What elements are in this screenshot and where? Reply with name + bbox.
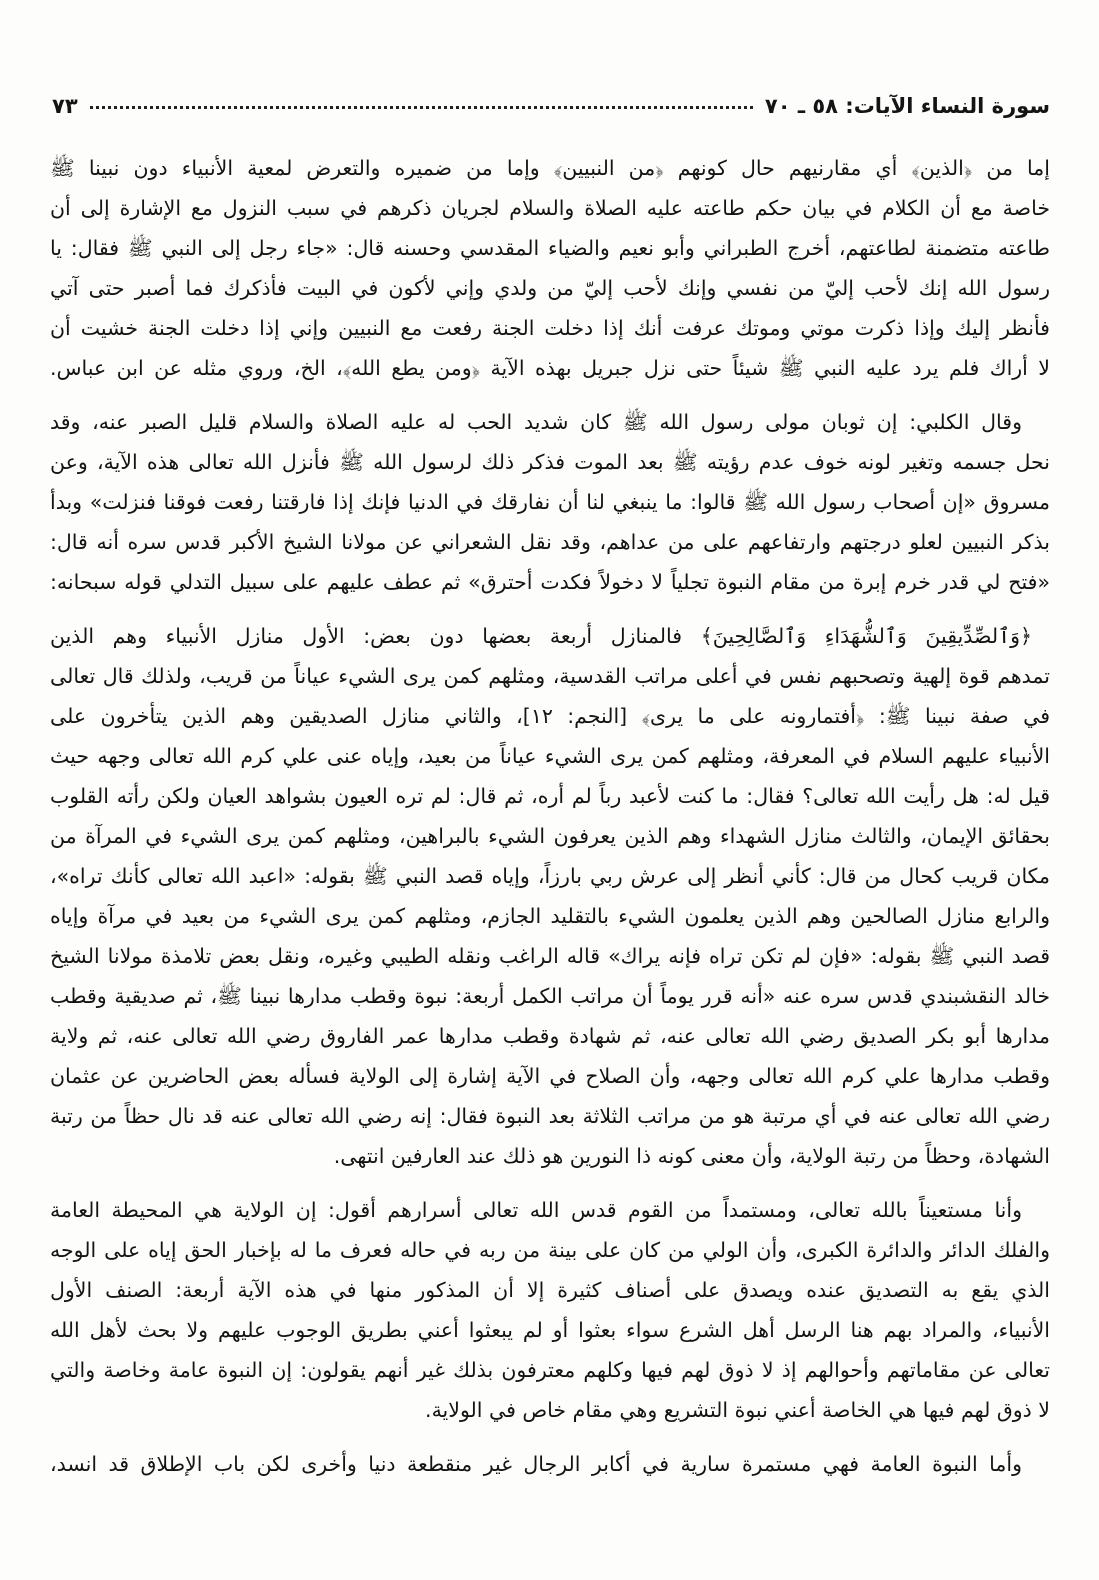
text-line: رسول الله إنك لأحب إليّ من نفسي وإنك لأحب إليّ من ولدي وإني لأكون في البيت فأذكرك فما أصبر حتى آتي [50, 276, 1050, 300]
text-line: خالد النقشبندي قدس سره عنه «أنه قرر يوماً أن مراتب الكمل أربعة: نبوة وقطب مدارها نبينا ﷺ، ثم صديقية وقطب [50, 984, 1050, 1008]
text-line: وقطب مدارها علي كرم الله تعالى وجهه، وأن الصلاح في الآية إشارة إلى الولاية فسأله بعض الحاضرين عن عثمان [50, 1064, 1050, 1088]
dot-leader [90, 106, 753, 109]
text-line: نحل جسمه وتغير لونه خوف عدم رؤيته ﷺ بعد الموت فذكر ذلك لرسول الله ﷺ فأنزل الله تعالى هذه الآية، وعن [50, 450, 1050, 474]
text-line: خاصة مع أن الكلام في بيان حكم طاعته عليه الصلاة والسلام لجريان ذكرهم في سبب النزول مع الإشارة إلى أن [50, 196, 1050, 220]
text-line: بحقائق الإيمان، والثالث منازل الشهداء وهم الذين يعرفون الشيء بالبراهين، ومثلهم كمن يرى الشيء في المرآة من [50, 824, 1050, 848]
text-line: «فتح لي قدر خرم إبرة من مقام النبوة تجلياً لا دخولاً فكدت أحترق» ثم عطف عليهم على سبيل التدلي قوله سبحانه: [50, 570, 1050, 594]
text-line: لا ذوق لهم فيها هي الخاصة أعني نبوة التشريع وهي مقام خاص في الولاية. [425, 1398, 1050, 1422]
text-line: والفلك الدائر والدائرة الكبرى، وأن الولي من كان على بينة من ربه في حاله فعرف ما له بإخبار الحق إياه على الوجه [50, 1238, 1050, 1262]
text-line: ﴿وَٱلصِّدِّيقِينَ وَٱلشُّهَدَاءِ وَٱلصَّالِحِينَ﴾ فالمنازل أربعة بعضها دون بعض: الأول منازل الأنبياء وهم الذين [50, 624, 1032, 648]
text-line: فأنظر إليك وإذا ذكرت موتي وموتك عرفت أنك إذا دخلت الجنة رفعت مع النبيين وإني إذا دخلت الجنة خشيت أن [50, 316, 1050, 340]
text-line: وقال الكلبي: إن ثوبان مولى رسول الله ﷺ كان شديد الحب له عليه الصلاة والسلام قليل الصبر عنه، وقد [50, 410, 1022, 434]
paragraph [50, 402, 1050, 602]
text-line: مسروق «إن أصحاب رسول الله ﷺ قالوا: ما ينبغي لنا أن نفارقك في الدنيا فإنك إذا فارقتنا رفعت فوقنا فنزلت» وبدأ [50, 490, 1050, 514]
text-line: قصد النبي ﷺ بقوله: «فإن لم تكن تراه فإنه يراك» قاله الراغب ونقله الطيبي وغيره، ونقل بعض تلامذة مولانا الشيخ [50, 944, 1050, 968]
paragraph [50, 1190, 1050, 1430]
text-line: الذي يقع به التصديق عنده ويصدق على أصناف كثيرة إلا أن المذكور منها في هذه الآية أربعة: الصنف الأول [50, 1278, 1050, 1302]
paragraph [50, 616, 1050, 1176]
text-line: رضي الله تعالى عنه في أي مرتبة هو من مراتب الثلاثة بعد النبوة فقال: إنه رضي الله تعالى عنه قد نال حظاً من رتبة [50, 1104, 1050, 1128]
text-line: والرابع منازل الصالحين وهم الذين يعلمون الشيء بالتقليد الجازم، ومثلهم كمن يرى الشيء من بعيد في مرآة وإياه [50, 904, 1050, 928]
text-line: طاعته متضمنة لطاعتهم، أخرج الطبراني وأبو نعيم والضياء المقدسي وحسنه قال: «جاء رجل إلى النبي ﷺ فقال: يا [50, 236, 1050, 260]
page-number: ٧٣ [52, 94, 78, 118]
text-line: وأما النبوة العامة فهي مستمرة سارية في أكابر الرجال غير منقطعة دنيا وأخرى لكن باب الإطلاق قد انسد، [50, 1452, 1022, 1476]
text-line: بذكر النبيين لعلو درجتهم وارتفاعهم على من عداهم، وقد نقل الشعراني عن مولانا الشيخ الأكبر قدس سره أنه قال: [50, 530, 1050, 554]
paragraph [50, 1444, 1050, 1484]
text-line: تعالى عن مقاماتهم وأحوالهم إذ لا ذوق لهم فيها وكلهم معترفون بذلك غير أنهم يقولون: إن النبوة عامة وخاصة والتي [50, 1358, 1050, 1382]
page-body [50, 148, 1050, 1498]
text-line: قيل له: هل رأيت الله تعالى؟ فقال: ما كنت لأعبد رباً لم أره، ثم قال: لم تره العيون بشواهد العيان ولكن رأته القلوب [50, 784, 1050, 808]
text-line: مدارها أبو بكر الصديق رضي الله تعالى عنه، ثم شهادة وقطب مدارها عمر الفاروق رضي الله تعالى عنه، ثم ولاية [50, 1024, 1050, 1048]
text-line: الأنبياء، والمراد بهم هنا الرسل أهل الشرع سواء بعثوا أو لم يبعثوا أعني بطريق الوجوب عليهم ولا بحث لأهل الله [50, 1318, 1050, 1342]
text-line: تمدهم قوة إلهية وتصحبهم نفس في أعلى مراتب القدسية، ومثلهم كمن يرى الشيء عياناً من قريب، ولذلك قال تعالى [50, 664, 1050, 688]
text-line: وأنا مستعيناً بالله تعالى، ومستمداً من القوم قدس الله تعالى أسرارهم أقول: إن الولاية هي المحيطة العامة [50, 1198, 1022, 1222]
running-header [52, 82, 1050, 118]
text-line: لا أراك فلم يرد عليه النبي ﷺ شيئاً حتى نزل جبريل بهذه الآية ﴿ومن يطع الله﴾، الخ، وروي مثله عن ابن عباس. [50, 356, 1050, 380]
paragraph [50, 148, 1050, 388]
text-line: في صفة نبينا ﷺ: ﴿أفتمارونه على ما يرى﴾ [النجم: ١٢]، والثاني منازل الصديقين وهم الذين يتأخرون على [50, 704, 1050, 728]
surah-title: سورة النساء الآيات: ٥٨ ـ ٧٠ [764, 94, 1050, 118]
text-line: الشهادة، وحظاً من رتبة الولاية، وأن معنى كونه ذا النورين هو ذلك عند العارفين انتهى. [333, 1144, 1050, 1168]
text-line: الأنبياء عليهم السلام في المعرفة، ومثلهم كمن يرى الشيء عياناً من بعيد، وإياه عنى علي كرم الله تعالى وجهه حيث [50, 744, 1050, 768]
text-line: إما من ﴿الذين﴾ أي مقارنيهم حال كونهم ﴿من النبيين﴾ وإما من ضميره والتعرض لمعية الأنبياء دون نبينا ﷺ [50, 156, 1050, 180]
text-line: مكان قريب كحال من قال: كأني أنظر إلى عرش ربي بارزاً، وإياه قصد النبي ﷺ بقوله: «اعبد الله تعالى كأنك تراه»، [50, 864, 1050, 888]
